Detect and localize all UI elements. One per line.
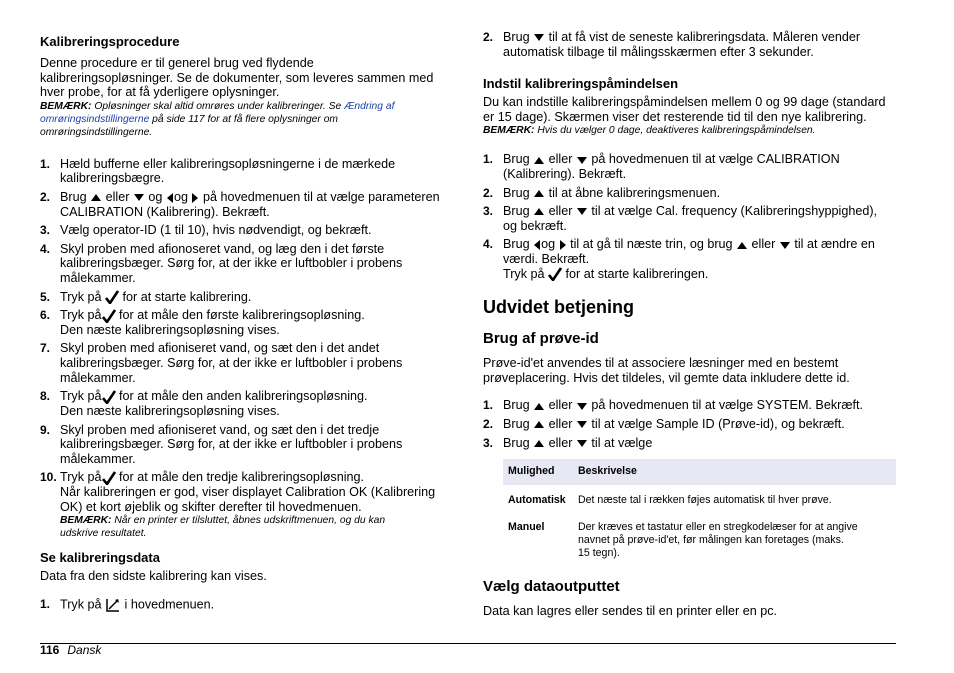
down-arrow-icon — [576, 420, 588, 429]
table-cell-description: Det næste tal i rækken føjes automatisk til hver prøve. — [578, 494, 832, 507]
table-cell-description: Der kræves et tastatur eller en stregkodelæser for at angive navnet på prøve-id'et, før målingen kan foretages (maks. 15 tegn). — [578, 521, 858, 560]
up-arrow-icon — [533, 402, 545, 411]
intro-line-3: hver probe, for at få yderligere oplysninger. — [40, 85, 280, 100]
step-8: 8. Tryk på for at måle den anden kalibreringsopløsning. Den næste kalibreringsopløsning vises. — [40, 389, 368, 418]
up-arrow-icon — [533, 420, 545, 429]
step-1: 1. Hæld bufferne eller kalibreringsopløsningerne i de mærkede kalibreringsbægre. — [40, 156, 396, 186]
intro-line-1: Denne procedure er til generel brug ved flydende — [40, 56, 314, 70]
step-5: 5. Tryk på for at starte kalibrering. — [40, 289, 252, 304]
left-column — [40, 30, 450, 613]
heading-calibration-reminder: Indstil kalibreringspåmindelsen — [483, 76, 679, 92]
heading-calibration-data: Se kalibreringsdata — [40, 550, 160, 566]
down-arrow-icon — [533, 33, 545, 42]
sample-id-step-1: 1. Brug eller på hovedmenuen til at vælge SYSTEM. Bekræft. — [483, 398, 864, 413]
calibration-data-intro: Data fra den sidste kalibrering kan vises. — [40, 569, 267, 584]
right-arrow-icon — [191, 192, 199, 204]
up-arrow-icon — [90, 193, 102, 202]
down-arrow-icon — [576, 439, 588, 448]
table-cell-option: Manuel — [508, 521, 545, 534]
check-icon — [105, 290, 119, 304]
sample-id-intro-2: prøveplacering. Hvis det tildeles, vil gemte data inkludere dette id. — [483, 370, 850, 385]
step-7: 7. Skyl proben med afioniseret vand, og sæt den i det andet kalibreringsbæger. Sørg for, at der ikke er luftbobler i probens målekammer. — [40, 341, 403, 385]
up-arrow-icon — [533, 189, 545, 198]
sample-id-options-table — [503, 459, 896, 564]
table-header-row — [503, 459, 896, 485]
link-stirring-settings[interactable]: Ændring af — [344, 100, 395, 112]
note-stirring: BEMÆRK: Opløsninger skal altid omrøres under kalibreringer. Se Ændring af omrøringsindstillingerne på side 117 for at få flere oplysninger om omrøringsindstillingerne. — [40, 100, 395, 138]
table-cell-option: Automatisk — [508, 494, 566, 507]
table-row — [503, 511, 896, 564]
table-header-option: Mulighed — [503, 459, 573, 485]
page-number: 116 — [40, 643, 60, 657]
down-arrow-icon — [576, 402, 588, 411]
left-arrow-icon — [533, 239, 541, 251]
check-icon — [102, 471, 116, 485]
sample-id-steps — [483, 398, 903, 450]
check-icon — [548, 267, 562, 281]
intro-line-2: kalibreringsopløsninger. Se de dokumenter, som leveres sammen med — [40, 70, 434, 85]
heading-calibration-procedure: Kalibreringsprocedure — [40, 34, 180, 49]
page-footer — [40, 643, 101, 657]
left-arrow-icon — [166, 192, 174, 204]
reminder-intro-2: er 15 dage). Skærmen viser det resterende tid til den nye kalibrering. — [483, 109, 867, 124]
reminder-intro-1: Du kan indstille kalibreringspåmindelsen mellem 0 og 99 dage (standard — [483, 95, 886, 110]
view-data-steps — [483, 30, 903, 59]
data-step-1: 1. Tryk på i hovedmenuen. — [40, 596, 215, 612]
footer-divider — [40, 643, 896, 644]
down-arrow-icon — [576, 207, 588, 216]
reminder-step-4: 4. Brug og til at gå til næste trin, og brug eller til at ændre en værdi. Bekræft. Tryk på for at starte kalibreringen. — [483, 237, 875, 281]
footer-language: Dansk — [67, 643, 102, 657]
check-icon — [102, 309, 116, 323]
reminder-step-1: 1. Brug eller på hovedmenuen til at vælge CALIBRATION (Kalibrering). Bekræft. — [483, 152, 840, 181]
step-2: 2. Brug eller og og på hovedmenuen til at vælge parameteren CALIBRATION (Kalibrering). Bekræft. — [40, 189, 440, 219]
note-reminder: BEMÆRK: Hvis du vælger 0 dage, deaktiveres kalibreringspåmindelsen. — [483, 125, 816, 137]
reminder-step-3: 3. Brug eller til at vælge Cal. frequency (Kalibreringshyppighed), og bekræft. — [483, 204, 878, 233]
reminder-steps — [483, 152, 903, 281]
calibration-data-steps — [40, 597, 450, 613]
calibration-steps — [40, 157, 450, 540]
sample-id-step-3: 3. Brug eller til at vælge — [483, 435, 653, 450]
view-data-step-2: 2. Brug til at få vist de seneste kalibreringsdata. Måleren vender automatisk tilbage til målingsskærmen efter 3 sekunder. — [483, 30, 861, 59]
sample-id-step-2: 2. Brug eller til at vælge Sample ID (Prøve-id), og bekræft. — [483, 416, 845, 431]
step-4: 4. Skyl proben med afionoseret vand, og læg den i det første kalibreringsbæger. Sørg for, at der ikke er luftbobler i probens målekammer. — [40, 241, 403, 285]
sample-id-intro-1: Prøve-id'et anvendes til at associere læsninger med en bestemt — [483, 356, 839, 371]
table-row — [503, 485, 896, 511]
calibration-data-icon — [105, 597, 121, 613]
subsection-title-data-output: Vælg dataoutputtet — [483, 578, 620, 596]
down-arrow-icon — [133, 193, 145, 202]
down-arrow-icon — [779, 241, 791, 250]
up-arrow-icon — [533, 439, 545, 448]
data-output-intro: Data kan lagres eller sendes til en printer eller en pc. — [483, 604, 778, 619]
note-printer: BEMÆRK: Når en printer er tilsluttet, åbnes udskriftmenuen, og du kan udskrive resultatet. — [60, 515, 386, 540]
section-title-advanced-operation: Udvidet betjening — [483, 297, 635, 318]
up-arrow-icon — [533, 207, 545, 216]
link-stirring-settings-2[interactable]: omrøringsindstillingerne — [40, 113, 150, 125]
step-9: 9. Skyl proben med afioniseret vand, og sæt den i det tredje kalibreringsbæger. Sørg for, at der ikke er luftbobler i probens målekammer. — [40, 422, 403, 466]
step-10: 10. Tryk på for at måle den tredje kalibreringsopløsning. Når kalibreringen er god, viser displayet Calibration OK (Kalibrering OK) et kort øjeblik og skifter derefter til hovedmenuen. BEMÆRK: Når en printer er tilsluttet, åbnes udskriftmenuen, og du kan udskrive resultatet. — [40, 470, 450, 540]
up-arrow-icon — [533, 156, 545, 165]
table-header-description: Beskrivelse — [573, 459, 896, 485]
subsection-title-sample-id: Brug af prøve-id — [483, 330, 599, 348]
step-3: 3. Vælg operator-ID (1 til 10), hvis nødvendigt, og bekræft. — [40, 223, 372, 238]
up-arrow-icon — [736, 241, 748, 250]
down-arrow-icon — [576, 156, 588, 165]
check-icon — [102, 390, 116, 404]
right-arrow-icon — [559, 239, 567, 251]
right-column — [483, 30, 903, 619]
step-6: 6. Tryk på for at måle den første kalibreringsopløsning. Den næste kalibreringsopløsning vises. — [40, 308, 365, 337]
reminder-step-2: 2. Brug til at åbne kalibreringsmenuen. — [483, 185, 721, 200]
